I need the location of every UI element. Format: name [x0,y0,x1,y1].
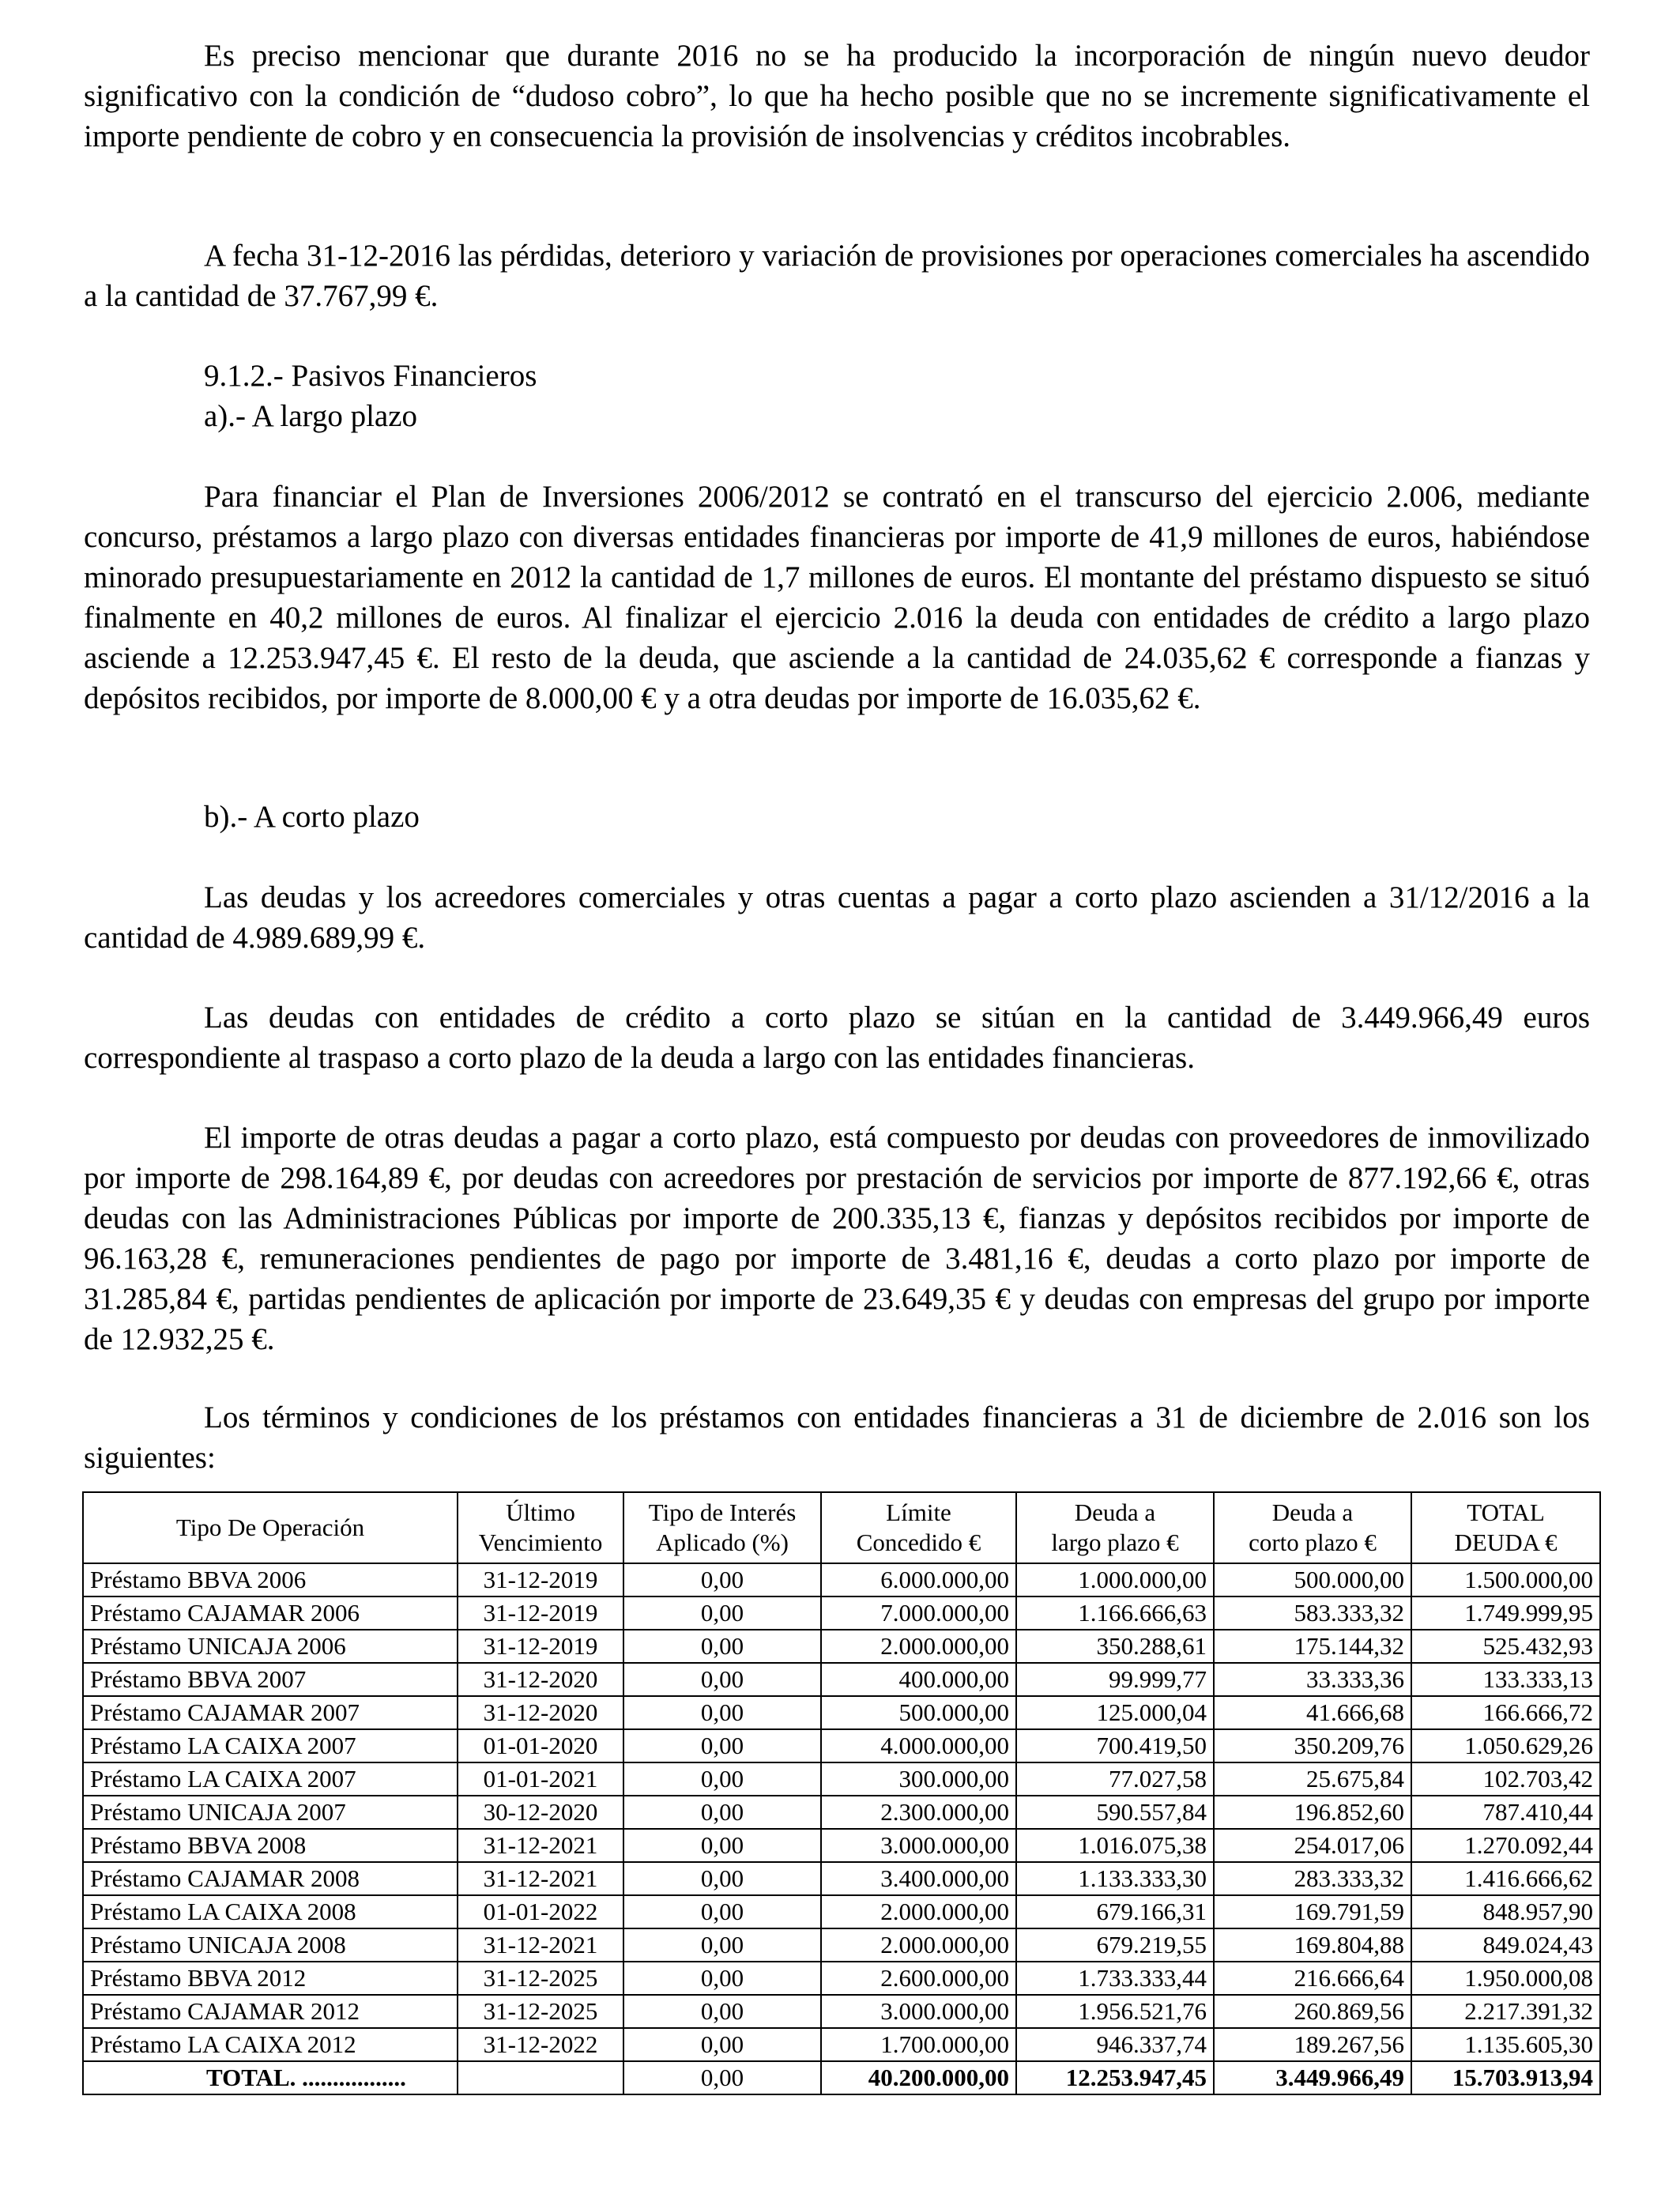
cell-deuda-corto: 350.209,76 [1214,1729,1411,1762]
cell-deuda-largo: 77.027,58 [1016,1762,1214,1796]
paragraph-dudoso-cobro: Es preciso mencionar que durante 2016 no se ha producido la incorporación de ningún nuevo deudor significativo con la condición de “dudoso cobro”, lo que ha hecho posible que no se incremente significativamente el importe pendiente de cobro y en consecuencia la provisión de insolvencias y créditos incobrables. [84,39,1590,153]
cell-limite-concedido: 6.000.000,00 [821,1563,1016,1596]
cell-deuda-corto: 41.666,68 [1214,1696,1411,1729]
cell-tipo-interes: 0,00 [623,1663,821,1696]
header-deuda-corto-plazo: Deuda a corto plazo € [1214,1492,1411,1563]
cell-total-deuda: 787.410,44 [1411,1796,1600,1829]
cell-vencimiento: 31-12-2025 [458,1995,623,2028]
cell-tipo-operacion: Préstamo LA CAIXA 2007 [83,1762,458,1796]
table-row [83,1862,1600,1895]
cell-vencimiento: 31-12-2021 [458,1862,623,1895]
cell-tipo-interes: 0,00 [623,1895,821,1928]
table-row [83,1596,1600,1630]
cell-total-deuda: 1.950.000,08 [1411,1962,1600,1995]
cell-total-deuda: 166.666,72 [1411,1696,1600,1729]
cell-deuda-corto: 175.144,32 [1214,1630,1411,1663]
cell-deuda-corto: 260.869,56 [1214,1995,1411,2028]
cell-vencimiento: 01-01-2020 [458,1729,623,1762]
cell-vencimiento: 31-12-2025 [458,1962,623,1995]
cell-limite-concedido: 3.400.000,00 [821,1862,1016,1895]
cell-tipo-operacion: Préstamo CAJAMAR 2007 [83,1696,458,1729]
cell-limite-concedido: 2.000.000,00 [821,1895,1016,1928]
cell-tipo-interes: 0,00 [623,1762,821,1796]
paragraph-terminos-condiciones: Los términos y condiciones de los préstamos con entidades financieras a 31 de diciembre de 2.016 son los siguientes: [84,1400,1590,1475]
paragraph-largo-plazo: Para financiar el Plan de Inversiones 2006/2012 se contrató en el transcurso del ejercicio 2.006, mediante concurso, préstamos a largo plazo con diversas entidades financieras por importe de 41,9 millones de euros, habiéndose minorado presupuestariamente en 2012 la cantidad de 1,7 millones de euros. El montante del préstamo dispuesto se situó finalmente en 40,2 millones de euros. Al finalizar el ejercicio 2.016 la deuda con entidades de crédito a largo plazo asciende a 12.253.947,45 €. El resto de la deuda, que asciende a la cantidad de 24.035,62 € corresponde a fianzas y depósitos recibidos, por importe de 8.000,00 € y a otra deudas por importe de 16.035,62 €. [84,480,1590,715]
cell-tipo-interes: 0,00 [623,2028,821,2061]
table-row [83,1796,1600,1829]
cell-tipo-interes: 0,00 [623,1829,821,1862]
table-row [83,1696,1600,1729]
cell-tipo-operacion: Préstamo UNICAJA 2008 [83,1928,458,1962]
cell-total-deuda: 133.333,13 [1411,1663,1600,1696]
cell-deuda-largo: 679.219,55 [1016,1928,1214,1962]
cell-vencimiento: 30-12-2020 [458,1796,623,1829]
cell-deuda-corto: 583.333,32 [1214,1596,1411,1630]
cell-tipo-operacion: Préstamo BBVA 2007 [83,1663,458,1696]
cell-deuda-largo: 700.419,50 [1016,1729,1214,1762]
cell-limite-concedido: 7.000.000,00 [821,1596,1016,1630]
cell-deuda-largo: 679.166,31 [1016,1895,1214,1928]
cell-total-deuda: 525.432,93 [1411,1630,1600,1663]
cell-tipo-operacion: Préstamo CAJAMAR 2008 [83,1862,458,1895]
header-total-deuda: TOTAL DEUDA € [1411,1492,1600,1563]
header-deuda-largo-plazo: Deuda a largo plazo € [1016,1492,1214,1563]
total-cell-tipo-interes: 0,00 [623,2061,821,2094]
cell-deuda-corto: 196.852,60 [1214,1796,1411,1829]
cell-limite-concedido: 3.000.000,00 [821,1829,1016,1862]
cell-tipo-operacion: Préstamo LA CAIXA 2012 [83,2028,458,2061]
cell-deuda-corto: 169.804,88 [1214,1928,1411,1962]
paragraph-perdidas-deterioro: A fecha 31-12-2016 las pérdidas, deterioro y variación de provisiones por operaciones comerciales ha ascendido a la cantidad de 37.767,99 €. [84,239,1590,313]
cell-limite-concedido: 4.000.000,00 [821,1729,1016,1762]
cell-tipo-operacion: Préstamo UNICAJA 2006 [83,1630,458,1663]
table-row [83,1995,1600,2028]
table-row [83,1563,1600,1596]
cell-tipo-operacion: Préstamo BBVA 2006 [83,1563,458,1596]
cell-total-deuda: 1.050.629,26 [1411,1729,1600,1762]
cell-vencimiento: 31-12-2021 [458,1829,623,1862]
cell-total-deuda: 1.135.605,30 [1411,2028,1600,2061]
cell-deuda-largo: 946.337,74 [1016,2028,1214,2061]
paragraph-acreedores-comerciales: Las deudas y los acreedores comerciales y otras cuentas a pagar a corto plazo ascienden a 31/12/2016 a la cantidad de 4.989.689,99 €. [84,880,1590,955]
cell-vencimiento: 31-12-2019 [458,1563,623,1596]
header-ultimo-vencimiento: Último Vencimiento [458,1492,623,1563]
cell-total-deuda: 1.416.666,62 [1411,1862,1600,1895]
cell-limite-concedido: 2.000.000,00 [821,1928,1016,1962]
table-row [83,1962,1600,1995]
cell-vencimiento: 01-01-2022 [458,1895,623,1928]
cell-tipo-interes: 0,00 [623,1729,821,1762]
cell-deuda-corto: 216.666,64 [1214,1962,1411,1995]
header-tipo-interes: Tipo de Interés Aplicado (%) [623,1492,821,1563]
cell-tipo-operacion: Préstamo CAJAMAR 2006 [83,1596,458,1630]
total-cell-total-deuda: 15.703.913,94 [1411,2061,1600,2094]
cell-deuda-largo: 99.999,77 [1016,1663,1214,1696]
cell-total-deuda: 1.749.999,95 [1411,1596,1600,1630]
table-row [83,1630,1600,1663]
cell-total-deuda: 2.217.391,32 [1411,1995,1600,2028]
table-row [83,1762,1600,1796]
cell-tipo-interes: 0,00 [623,1596,821,1630]
cell-total-deuda: 1.500.000,00 [1411,1563,1600,1596]
total-cell-deuda-corto: 3.449.966,49 [1214,2061,1411,2094]
cell-vencimiento: 31-12-2022 [458,2028,623,2061]
cell-deuda-largo: 1.133.333,30 [1016,1862,1214,1895]
cell-limite-concedido: 400.000,00 [821,1663,1016,1696]
cell-deuda-corto: 169.791,59 [1214,1895,1411,1928]
cell-limite-concedido: 3.000.000,00 [821,1995,1016,2028]
cell-tipo-interes: 0,00 [623,1630,821,1663]
cell-total-deuda: 849.024,43 [1411,1928,1600,1962]
cell-vencimiento: 31-12-2019 [458,1630,623,1663]
cell-deuda-corto: 189.267,56 [1214,2028,1411,2061]
cell-limite-concedido: 2.600.000,00 [821,1962,1016,1995]
cell-deuda-largo: 590.557,84 [1016,1796,1214,1829]
cell-tipo-operacion: Préstamo CAJAMAR 2012 [83,1995,458,2028]
cell-deuda-corto: 33.333,36 [1214,1663,1411,1696]
cell-tipo-operacion: Préstamo BBVA 2008 [83,1829,458,1862]
cell-tipo-interes: 0,00 [623,1862,821,1895]
cell-vencimiento: 01-01-2021 [458,1762,623,1796]
cell-limite-concedido: 1.700.000,00 [821,2028,1016,2061]
cell-tipo-interes: 0,00 [623,1696,821,1729]
table-row [83,1729,1600,1762]
total-cell-deuda-largo: 12.253.947,45 [1016,2061,1214,2094]
cell-total-deuda: 102.703,42 [1411,1762,1600,1796]
cell-tipo-interes: 0,00 [623,1563,821,1596]
cell-deuda-largo: 1.733.333,44 [1016,1962,1214,1995]
cell-deuda-corto: 254.017,06 [1214,1829,1411,1862]
total-cell-tipo-operacion: TOTAL. ................. [83,2061,458,2094]
cell-tipo-operacion: Préstamo LA CAIXA 2008 [83,1895,458,1928]
cell-limite-concedido: 500.000,00 [821,1696,1016,1729]
cell-deuda-largo: 1.166.666,63 [1016,1596,1214,1630]
cell-deuda-largo: 1.000.000,00 [1016,1563,1214,1596]
cell-total-deuda: 1.270.092,44 [1411,1829,1600,1862]
total-cell-limite-concedido: 40.200.000,00 [821,2061,1016,2094]
subheading-largo-plazo: a).- A largo plazo [204,399,418,433]
cell-deuda-largo: 125.000,04 [1016,1696,1214,1729]
cell-tipo-interes: 0,00 [623,1928,821,1962]
cell-deuda-largo: 350.288,61 [1016,1630,1214,1663]
table-row [83,1895,1600,1928]
paragraph-entidades-credito: Las deudas con entidades de crédito a corto plazo se sitúan en la cantidad de 3.449.966,49 euros correspondiente al traspaso a corto plazo de la deuda a largo con las entidades financieras. [84,1001,1590,1075]
cell-deuda-corto: 25.675,84 [1214,1762,1411,1796]
section-heading: 9.1.2.- Pasivos Financieros [204,359,537,393]
cell-total-deuda: 848.957,90 [1411,1895,1600,1928]
cell-tipo-interes: 0,00 [623,1995,821,2028]
table-row [83,1829,1600,1862]
cell-vencimiento: 31-12-2019 [458,1596,623,1630]
subheading-corto-plazo: b).- A corto plazo [204,800,420,834]
cell-tipo-interes: 0,00 [623,1796,821,1829]
loans-table [82,1491,1601,2095]
cell-deuda-corto: 283.333,32 [1214,1862,1411,1895]
cell-deuda-largo: 1.956.521,76 [1016,1995,1214,2028]
table-header-row [83,1492,1600,1563]
cell-vencimiento: 31-12-2021 [458,1928,623,1962]
table-row [83,1928,1600,1962]
total-cell-vencimiento [458,2061,623,2094]
cell-tipo-operacion: Préstamo UNICAJA 2007 [83,1796,458,1829]
cell-deuda-corto: 500.000,00 [1214,1563,1411,1596]
cell-vencimiento: 31-12-2020 [458,1696,623,1729]
cell-limite-concedido: 2.000.000,00 [821,1630,1016,1663]
header-limite-concedido: Límite Concedido € [821,1492,1016,1563]
cell-limite-concedido: 300.000,00 [821,1762,1016,1796]
cell-tipo-operacion: Préstamo LA CAIXA 2007 [83,1729,458,1762]
cell-tipo-operacion: Préstamo BBVA 2012 [83,1962,458,1995]
paragraph-otras-deudas: El importe de otras deudas a pagar a corto plazo, está compuesto por deudas con proveedores de inmovilizado por importe de 298.164,89 €, por deudas con acreedores por prestación de servicios por importe de 877.192,66 €, otras deudas con las Administraciones Públicas por importe de 200.335,13 €, fianzas y depósitos recibidos por importe de 96.163,28 €, remuneraciones pendientes de pago por importe de 3.481,16 €, deudas a corto plazo por importe de 31.285,84 €, partidas pendientes de aplicación por importe de 23.649,35 € y deudas con empresas del grupo por importe de 12.932,25 €. [84,1121,1590,1356]
cell-deuda-largo: 1.016.075,38 [1016,1829,1214,1862]
table-total-row [83,2061,1600,2094]
cell-tipo-interes: 0,00 [623,1962,821,1995]
table-row [83,1663,1600,1696]
table-row [83,2028,1600,2061]
header-tipo-operacion: Tipo De Operación [83,1492,458,1563]
cell-vencimiento: 31-12-2020 [458,1663,623,1696]
cell-limite-concedido: 2.300.000,00 [821,1796,1016,1829]
